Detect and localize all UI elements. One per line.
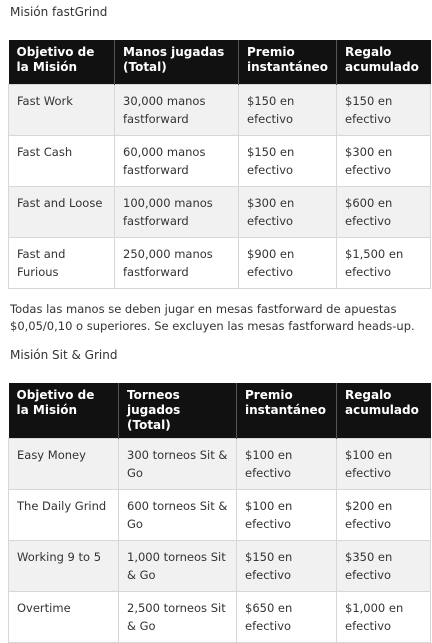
column-header-accumulated-gift: Regalo acumulado — [337, 383, 431, 439]
cell-instant-prize: $150 en efectivo — [237, 541, 337, 592]
cell-instant-prize: $100 en efectivo — [237, 439, 337, 490]
column-header-instant-prize: Premio instantáneo — [239, 40, 337, 84]
table-row — [9, 84, 431, 135]
cell-hands: 60,000 manos fastforward — [115, 135, 239, 186]
cell-instant-prize: $150 en efectivo — [239, 135, 337, 186]
cell-hands: 250,000 manos fastforward — [115, 237, 239, 288]
cell-accumulated-gift: $600 en efectivo — [337, 186, 431, 237]
cell-tournaments: 300 torneos Sit & Go — [119, 439, 237, 490]
cell-objective: Fast and Loose — [9, 186, 115, 237]
cell-objective: Easy Money — [9, 439, 119, 490]
cell-objective: Overtime — [9, 592, 119, 643]
cell-hands: 30,000 manos fastforward — [115, 84, 239, 135]
table-row — [9, 135, 431, 186]
column-header-accumulated-gift: Regalo acumulado — [337, 40, 431, 84]
cell-accumulated-gift: $100 en efectivo — [337, 439, 431, 490]
column-header-tournaments: Torneos jugados (Total) — [119, 383, 237, 439]
cell-accumulated-gift: $1,000 en efectivo — [337, 592, 431, 643]
cell-tournaments: 600 torneos Sit & Go — [119, 490, 237, 541]
column-header-instant-prize: Premio instantáneo — [237, 383, 337, 439]
cell-accumulated-gift: $1,500 en efectivo — [337, 237, 431, 288]
cell-instant-prize: $150 en efectivo — [239, 84, 337, 135]
table-row — [9, 237, 431, 288]
table-header-row — [9, 40, 431, 84]
fastgrind-table — [8, 40, 431, 289]
cell-tournaments: 1,000 torneos Sit & Go — [119, 541, 237, 592]
cell-tournaments: 2,500 torneos Sit & Go — [119, 592, 237, 643]
cell-accumulated-gift: $300 en efectivo — [337, 135, 431, 186]
cell-objective: Fast and Furious — [9, 237, 115, 288]
cell-instant-prize: $900 en efectivo — [239, 237, 337, 288]
fastforward-note: Todas las manos se deben jugar en mesas fastforward de apuestas $0,05/0,10 o superiores. Se excluyen las mesas fastforward heads-up. — [10, 302, 415, 333]
table-row — [9, 490, 431, 541]
cell-objective: Fast Work — [9, 84, 115, 135]
cell-objective: The Daily Grind — [9, 490, 119, 541]
table-row — [9, 439, 431, 490]
table-header-row — [9, 383, 431, 439]
fastgrind-title: Misión fastGrind — [10, 5, 108, 19]
table-row — [9, 186, 431, 237]
cell-instant-prize: $100 en efectivo — [237, 490, 337, 541]
cell-hands: 100,000 manos fastforward — [115, 186, 239, 237]
sitgrind-table — [8, 383, 431, 643]
column-header-hands: Manos jugadas (Total) — [115, 40, 239, 84]
cell-objective: Working 9 to 5 — [9, 541, 119, 592]
cell-objective: Fast Cash — [9, 135, 115, 186]
column-header-objective: Objetivo de la Misión — [9, 40, 115, 84]
cell-instant-prize: $650 en efectivo — [237, 592, 337, 643]
cell-accumulated-gift: $150 en efectivo — [337, 84, 431, 135]
table-row — [9, 541, 431, 592]
cell-instant-prize: $300 en efectivo — [239, 186, 337, 237]
column-header-objective: Objetivo de la Misión — [9, 383, 119, 439]
sitgrind-title: Misión Sit & Grind — [10, 348, 118, 362]
cell-accumulated-gift: $350 en efectivo — [337, 541, 431, 592]
table-row — [9, 592, 431, 643]
cell-accumulated-gift: $200 en efectivo — [337, 490, 431, 541]
